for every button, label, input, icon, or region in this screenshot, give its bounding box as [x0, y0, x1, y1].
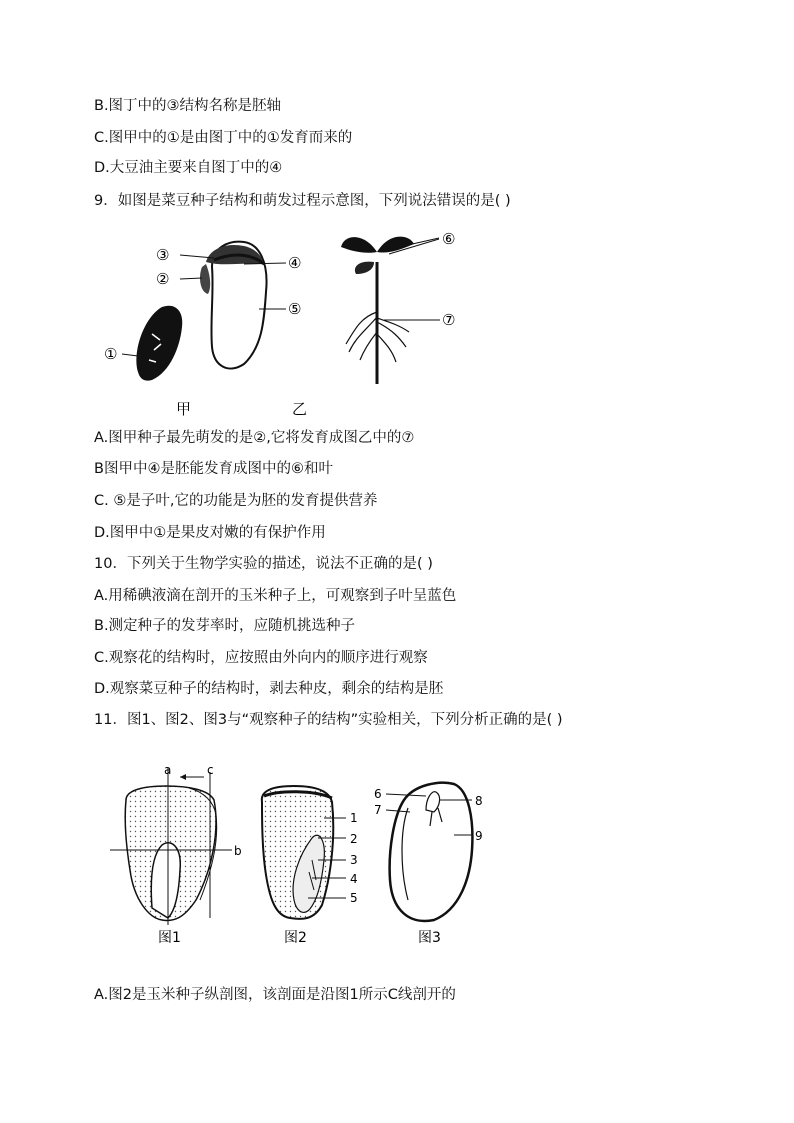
corn-kernel-figure-1: [110, 768, 232, 925]
bean-seed-figure-3: [390, 783, 473, 921]
q9-option-b: B图甲中④是胚能发育成图中的⑥和叶: [94, 461, 333, 477]
fig2-label-3: 3: [350, 853, 358, 867]
caption-jia: 甲: [176, 400, 192, 418]
label-6: ⑥: [442, 230, 456, 248]
q10-option-b: B.测定种子的发芽率时，应随机挑选种子: [94, 618, 356, 634]
question-9-figure: [94, 222, 474, 422]
seed-coat-shape: [136, 306, 182, 381]
fig3-label-8: 8: [475, 794, 483, 808]
fig3-label-6: 6: [374, 787, 382, 801]
fig3-label-7: 7: [374, 803, 382, 817]
option-d-text: D.大豆油主要来自图丁中的④: [94, 160, 283, 176]
q10-option-a: A.用稀碘液滴在剖开的玉米种子上，可观察到子叶呈蓝色: [94, 588, 457, 604]
fig1-label-a: a: [164, 763, 172, 777]
q10-option-d: D.观察菜豆种子的结构时，剥去种皮，剩余的结构是胚: [94, 681, 444, 697]
question-11-stem: 11．图1、图2、图3与“观察种子的结构”实验相关，下列分析正确的是( ): [94, 712, 563, 728]
fig3-label-9: 9: [475, 829, 483, 843]
q9-option-c: C. ⑤是子叶,它的功能是为胚的发育提供营养: [94, 493, 378, 509]
corn-section-figure-2: [262, 786, 333, 919]
q9-option-a: A.图甲种子最先萌发的是②,它将发育成图乙中的⑦: [94, 430, 415, 446]
caption-fig1: 图1: [158, 930, 181, 946]
q11-option-a: A.图2是玉米种子纵剖图，该剖面是沿图1所示C线剖开的: [94, 987, 456, 1003]
label-5: ⑤: [288, 300, 302, 318]
question-11-figure: [104, 760, 504, 950]
caption-fig3: 图3: [418, 930, 441, 946]
bean-seed-shape: [200, 242, 267, 369]
leader-line-1: [122, 354, 138, 356]
fig1-label-b: b: [234, 844, 242, 858]
label-1: ①: [104, 345, 118, 363]
option-b-text: B.图丁中的③结构名称是胚轴: [94, 98, 282, 114]
seedling-shape: [341, 237, 414, 384]
label-4: ④: [288, 254, 302, 272]
label-2: ②: [156, 270, 170, 288]
leader-line-2: [180, 278, 202, 279]
question-9-stem: 9．如图是菜豆种子结构和萌发过程示意图，下列说法错误的是( ): [94, 193, 511, 209]
label-7: ⑦: [442, 311, 456, 329]
caption-yi: 乙: [292, 400, 308, 418]
question-10-stem: 10．下列关于生物学实验的描述，说法不正确的是( ): [94, 556, 433, 572]
fig2-label-2: 2: [350, 832, 358, 846]
fig1-label-c: c: [207, 763, 214, 777]
label-3: ③: [156, 246, 170, 264]
fig2-label-1: 1: [350, 811, 358, 825]
caption-fig2: 图2: [284, 930, 307, 946]
option-c-text: C.图甲中的①是由图丁中的①发育而来的: [94, 130, 353, 146]
q10-option-c: C.观察花的结构时，应按照由外向内的顺序进行观察: [94, 650, 428, 666]
q9-option-d: D.图甲中①是果皮对嫩的有保护作用: [94, 525, 326, 541]
fig2-label-4: 4: [350, 872, 358, 886]
fig2-label-5: 5: [350, 891, 358, 905]
